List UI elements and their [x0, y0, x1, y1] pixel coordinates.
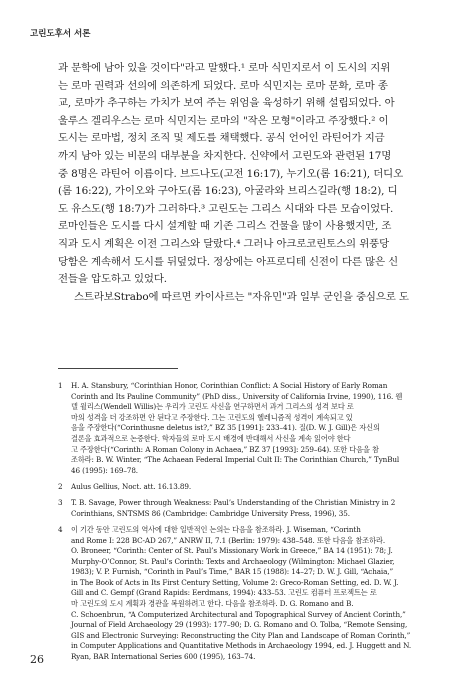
footnote-line: 결론을 효과적으로 논증한다. 학자들의 로마 도시 배경에 반대해서 사신을 계속 읽어야 한다: [71, 433, 351, 443]
body-line: 로마인들은 도시를 다시 설계할 때 기존 그리스 건물을 많이 사용했지만, 조: [58, 220, 392, 233]
footnote-line: Corinthians, SNTSMS 86 (Cambridge: Cambridge University Press, 1996), 35.: [71, 508, 350, 518]
footnote-line: 마의 성격을 더 강조하면 안 된다고 주장한다. 그는 고린도의 헬레니즘적 성격이 계속되고 있: [71, 412, 353, 422]
footnote: [58, 498, 424, 519]
body-line: 직과 도시 계획은 이전 그리스와 달랐다.⁴ 그러나 아크로코린토스의 위풍당: [58, 237, 390, 250]
footnote-line: 이 기간 동안 고린도의 역사에 대한 일반적인 논의는 다음을 참조하라. J. Wiseman, “Corinth: [71, 524, 361, 534]
body-line: 전들을 압도하고 있었다.: [58, 273, 167, 286]
footnote-line: 마 고린도의 도시 계획과 경관을 복원하려고 한다. 다음을 참조하라. D. G. Romano and B.: [71, 599, 354, 609]
footnote-number: 1: [58, 381, 63, 390]
footnote-line: 고 주장한다(“Corinth: A Roman Colony in Achaea,” BZ 37 [1993]: 259–64). 또한 다음을 참: [71, 444, 379, 454]
footnote-number: 2: [58, 481, 63, 491]
body-line: (롬 16:22), 가이오와 구아도(롬 16:23), 아굴라와 브리스길라(행 18:2), 디: [58, 185, 398, 198]
footnote-line: Corinth and Its Pauline Community” (PhD diss., University of California Irvine, 1990), 116. 웬: [71, 391, 403, 401]
footnotes: [58, 381, 424, 668]
footnote-line: and Rome I: 228 BC-AD 267,” ANRW II, 7.1 (Berlin: 1979): 438–548. 또한 다음을 참조하라.: [71, 535, 386, 545]
body-line: 도시는 로마법, 정치 조직 및 제도를 채택했다. 공식 언어인 라틴어가 지금: [58, 132, 385, 145]
body-line: 중 8명은 라틴어 이름이다. 브드나도(고전 16:17), 누기오(롬 16:21), 더디오: [58, 167, 404, 180]
footnote-separator: [58, 368, 178, 369]
footnote-line: 46 (1995): 169–78.: [71, 465, 138, 475]
footnote-line: O. Broneer, “Corinth: Center of St. Paul’s Missionary Work in Greece,” BA 14 (1951): 78; J.: [71, 546, 393, 556]
body-line: 당함은 계속해서 도시를 뒤덮었다. 정상에는 아프로디테 신전이 다른 많은 신: [58, 255, 399, 268]
footnote-line: 1983); V. P. Furnish, “Corinth in Paul’s Time,” BAR 15 (1988): 14–27; D. W. J. Gill, “Achaia,”: [71, 567, 394, 577]
footnote: [58, 482, 424, 493]
body-line: 울루스 겔리우스는 로마 식민지는 로마의 "작은 모형"이라고 주장했다.² 이: [58, 114, 389, 127]
footnote-line: C. Schoenbrun, “A Computerized Architectural and Topographical Survey of Ancient Corinth,”: [71, 609, 406, 619]
footnote-line: T. B. Savage, Power through Weakness: Paul’s Understanding of the Christian Ministry in 2: [71, 498, 396, 508]
footnote-line: GIS and Electronic Surveying: Reconstructing the City Plan and Landscape of Roman Corinth,”: [71, 630, 411, 640]
body-line: 까지 남아 있는 비문의 대부분을 차지한다. 신약에서 고린도와 관련된 17명: [58, 149, 392, 162]
footnote-line: H. A. Stansbury, “Corinthian Honor, Corinthian Conflict: A Social History of Early Roman: [71, 381, 388, 390]
footnote-line: Aulus Gellius, Noct. att. 16.13.89.: [71, 481, 192, 491]
footnote-line: 음을 주장한다(“Corinthusne deletus ist?,” BZ 35 [1991]: 233–41). 질(D. W. J. Gill)은 자신의: [71, 423, 380, 433]
footnote-line: 조하라: B. W. Winter, “The Achaean Federal Imperial Cult II: The Corinthian Church,” TynBul: [71, 455, 400, 465]
page-number: 26: [30, 653, 44, 666]
running-head: 고린도후서 서론: [30, 29, 91, 39]
footnote-line: Murphy-O’Connor, St. Paul’s Corinth: Texts and Archaeology (Wilmington: Michael Glazier,: [71, 556, 395, 566]
footnote-line: Gill and C. Gempf (Grand Rapids: Eerdmans, 1994): 433–53. 고린도 컴퓨터 프로젝트는 로: [71, 588, 377, 598]
body-line: 과 문학에 남아 있을 것이다"라고 말했다.¹ 로마 식민지로서 이 도시의 지위: [58, 62, 391, 74]
footnote-line: in Computer Applications and Quantitative Methods in Archaeology 1994, ed. J. Huggett and N.: [71, 641, 412, 651]
body-line: 스트라보Strabo에 따르면 카이사르는 "자유민"과 일부 군인을 중심으로 도: [74, 290, 409, 303]
footnote: [58, 381, 424, 476]
footnote: [58, 525, 424, 663]
footnote-number: 4: [58, 524, 63, 534]
footnote-number: 3: [58, 498, 63, 508]
body-text: [58, 60, 424, 306]
body-line: 교, 로마가 추구하는 가치가 보여 주는 위엄을 육성하기 위해 설립되었다. 아: [58, 97, 395, 110]
body-line: 도 유스도(행 18:7)가 그러하다.³ 고린도는 그리스 시대와 다른 모습이었다.: [58, 202, 394, 215]
footnote-line: 델 윌리스(Wendell Willis)는 우리가 고린도 사신을 연구하면서 과거 그리스의 성격 보다 로: [71, 402, 354, 412]
footnote-line: Ryan, BAR International Series 600 (1995), 163–74.: [71, 652, 256, 662]
footnote-line: Journal of Field Archaeology 29 (1993): 177–90; D. G. Romano and O. Tolba, “Remote Sensing,: [71, 620, 408, 630]
body-line: 는 로마 권력과 선의에 의존하게 되었다. 로마 식민지는 로마 문화, 로마 종: [58, 79, 388, 92]
footnote-line: in The Book of Acts in Its First Century Setting, Volume 2: Greco-Roman Setting, ed. D. W. J.: [71, 577, 399, 587]
